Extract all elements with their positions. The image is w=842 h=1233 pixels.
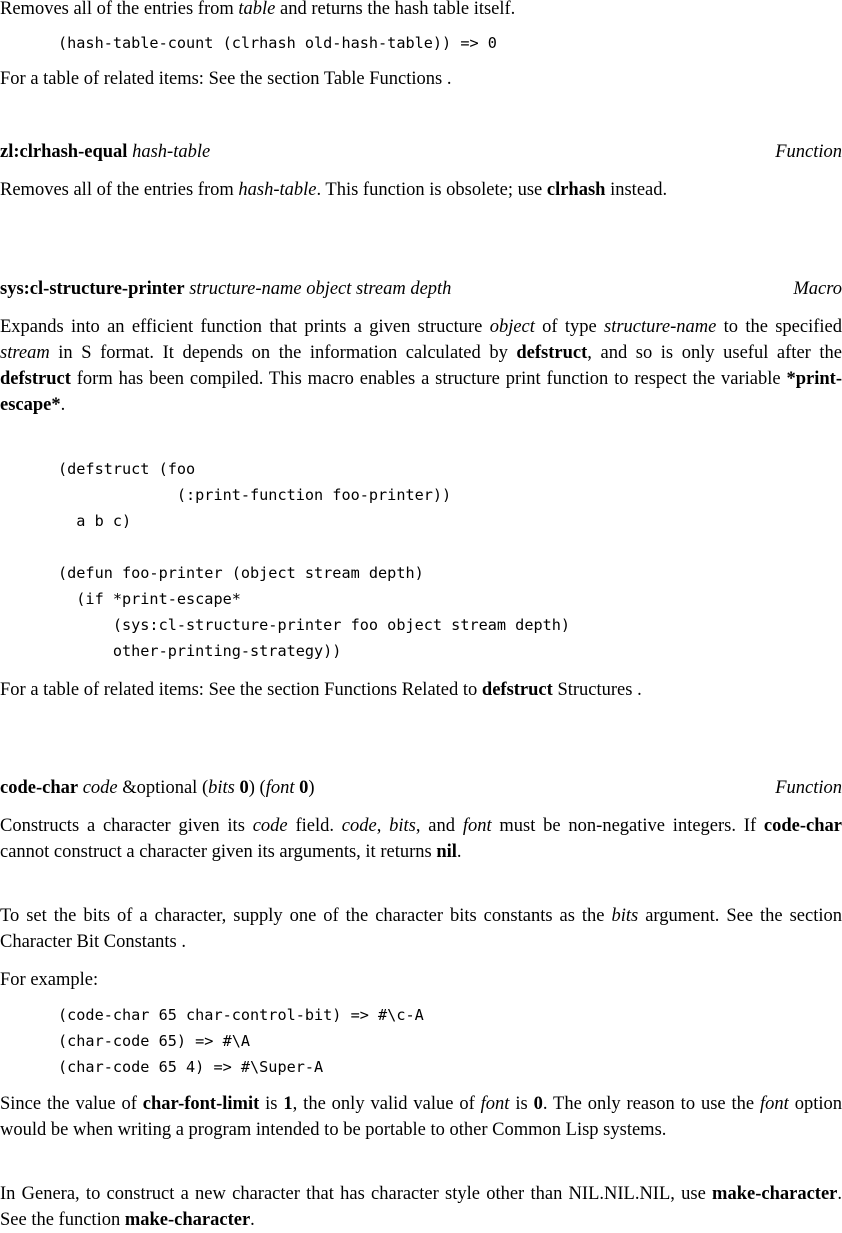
- entry-name: zl:clrhash-equal: [0, 142, 128, 162]
- entry-name: sys:cl-structure-printer: [0, 279, 185, 299]
- cl-structure-printer-see-also: For a table of related items: See the section Functions Related to defstruct Structures .: [0, 680, 642, 700]
- code-char-font-note: Since the value of char-font-limit is 1, the only valid value of font is 0. The only reason to use the font option would be when writing a program intended to be portable to other Common Lisp systems.: [0, 1094, 842, 1140]
- entry-header-zl-clrhash-equal: [0, 139, 842, 165]
- entry-signature: [0, 276, 451, 302]
- entry-header-cl-structure-printer: [0, 276, 842, 302]
- clrhash-description: Removes all of the entries from table and returns the hash table itself.: [0, 0, 516, 19]
- arg-table: table: [238, 0, 276, 19]
- clrhash-example-code: (hash-table-count (clrhash old-hash-table)) => 0: [58, 34, 497, 52]
- entry-header-code-char: [0, 775, 842, 801]
- entry-kind: Macro: [793, 279, 842, 299]
- entry-signature: code-char code &optional (bits 0) (font 0): [0, 778, 315, 798]
- clrhash-see-also: For a table of related items: See the section Table Functions .: [0, 69, 452, 89]
- entry-args: structure-name object stream depth: [189, 279, 452, 299]
- code-char-genera-note: In Genera, to construct a new character that has character style other than NIL.NIL.NIL, use make-character. See the function make-character.: [0, 1184, 842, 1230]
- code-char-description: Constructs a character given its code field. code, bits, and font must be non-negative integers. If code-char cannot construct a character given its arguments, it returns nil.: [0, 816, 842, 862]
- cl-structure-printer-description: Expands into an efficient function that prints a given structure object of type structure-name to the specified stream in S format. It depends on the information calculated by defstruct, and so is only useful after the defstruct form has been compiled. This macro enables a structure print function to respect the variable *print-escape*.: [0, 317, 842, 415]
- zl-clrhash-equal-description: Removes all of the entries from hash-table. This function is obsolete; use clrhash instead.: [0, 180, 668, 200]
- entry-name: code-char: [0, 778, 79, 798]
- cl-structure-printer-example-code: (defstruct (foo (:print-function foo-printer)) a b c) (defun foo-printer (object stream depth) (if *print-escape* (sys:cl-structure-printer foo object stream depth) other-printing-strategy)): [58, 460, 571, 660]
- entry-kind: Function: [775, 778, 842, 798]
- code-char-example-code: (code-char 65 char-control-bit) => #\c-A (char-code 65) => #\A (char-code 65 4) => #\Super-A: [58, 1006, 424, 1076]
- code-char-bits-note: To set the bits of a character, supply one of the character bits constants as the bits argument. See the section Character Bit Constants .: [0, 906, 842, 952]
- entry-kind: Function: [775, 142, 842, 162]
- code-char-example-intro: For example:: [0, 970, 99, 990]
- entry-signature: [0, 139, 210, 165]
- entry-args: hash-table: [132, 142, 211, 162]
